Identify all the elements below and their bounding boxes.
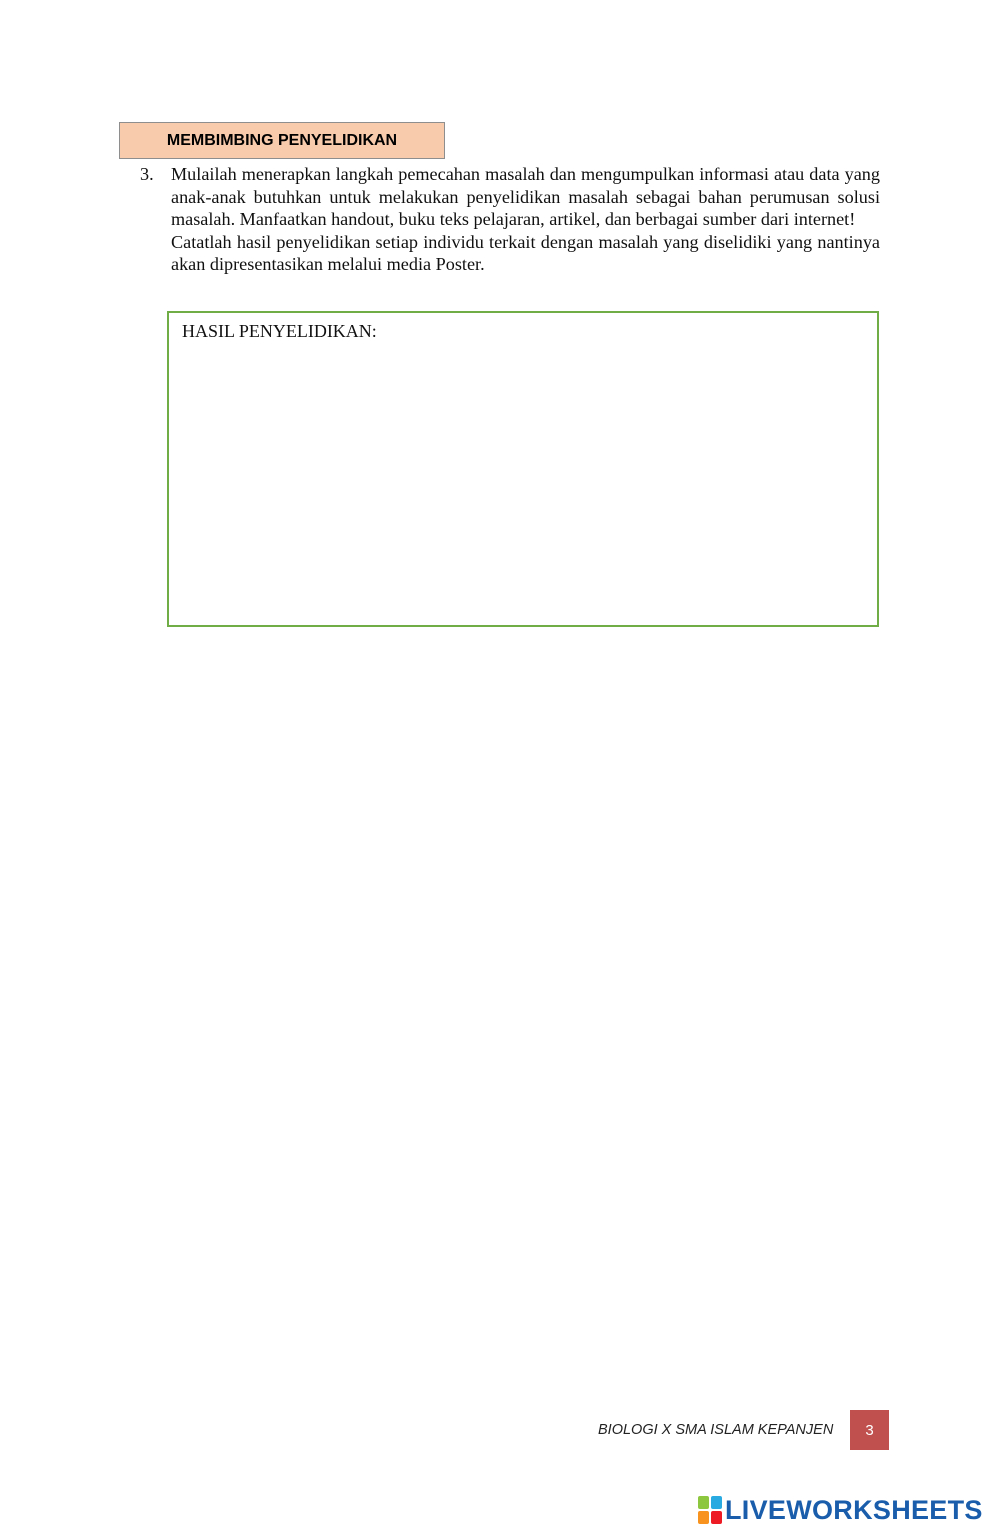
section-header bbox=[119, 122, 445, 159]
question-body bbox=[171, 163, 880, 276]
question-block bbox=[140, 163, 880, 276]
brand-logo bbox=[698, 1494, 983, 1526]
question-number: 3. bbox=[140, 164, 154, 184]
page-number-badge bbox=[850, 1410, 889, 1450]
footer-title: BIOLOGI X SMA ISLAM KEPANJEN bbox=[598, 1422, 834, 1438]
question-paragraph-2: Catatlah hasil penyelidikan setiap individu terkait dengan masalah yang diselidiki yang nantinya akan dipresentasikan melalui media Poster. bbox=[171, 231, 880, 274]
liveworksheets-logo-icon bbox=[698, 1496, 722, 1524]
section-title: MEMBIMBING PENYELIDIKAN bbox=[166, 131, 398, 149]
answer-box[interactable] bbox=[167, 311, 879, 627]
question-paragraph-1: Mulailah menerapkan langkah pemecahan masalah dan mengumpulkan informasi atau data yang anak-anak butuhkan untuk melakukan penyelidikan masalah sebagai bahan perumusan solusi masalah. Manfaatkan handout, buku teks pelajaran, artikel, dan berbagai sumber dari internet! bbox=[171, 164, 880, 229]
page-number: 3 bbox=[865, 1421, 874, 1439]
brand-text: LIVEWORKSHEETS bbox=[725, 1494, 983, 1525]
answer-box-label: HASIL PENYELIDIKAN: bbox=[182, 321, 377, 341]
